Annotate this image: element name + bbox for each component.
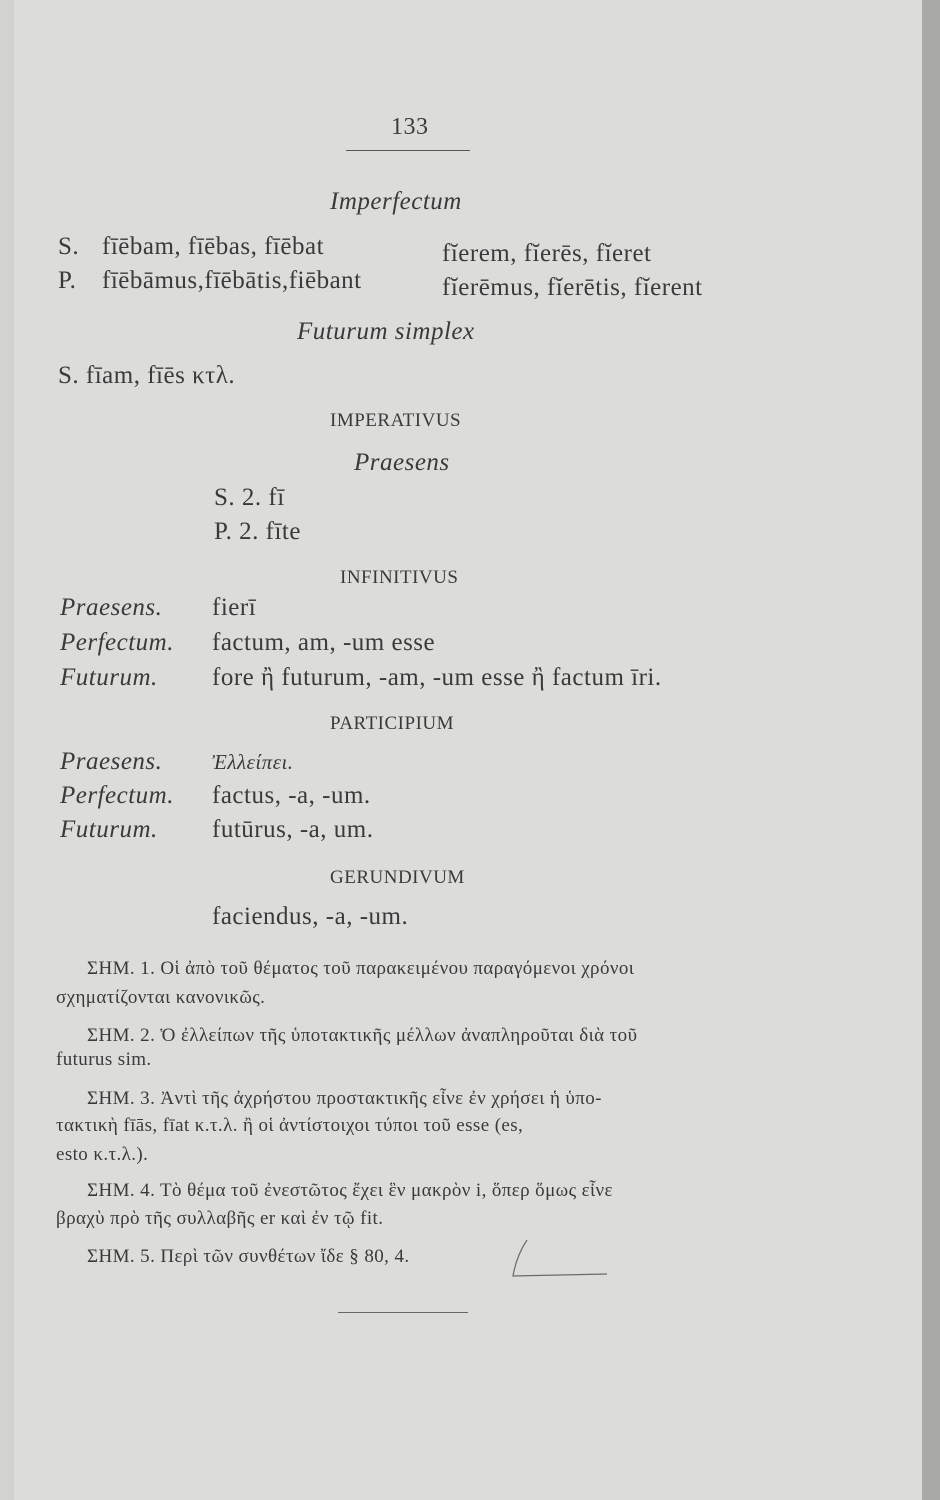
infinitivus-value-futurum: fore ἢ futurum, -am, -um esse ἢ factum īri. xyxy=(212,664,662,691)
infinitivus-label-perfectum: Perfectum. xyxy=(60,629,174,656)
page-shadow xyxy=(0,0,14,1500)
note-1-line-2: σχηματίζονται κανονικῶς. xyxy=(56,987,266,1008)
imperfectum-p-subjunctive: fĭerēmus, fĭerētis, fĭerent xyxy=(442,274,703,301)
futurum-simplex-heading: Futurum simplex xyxy=(297,318,475,345)
note-1-line-1: ΣΗΜ. 1. Οἱ ἀπὸ τοῦ θέματος τοῦ παρακειμένου παραγόμενοι χρόνοι xyxy=(87,958,635,979)
page-number-rule xyxy=(346,150,470,151)
note-3-line-3: esto κ.τ.λ.). xyxy=(56,1144,149,1165)
infinitivus-heading: INFINITIVUS xyxy=(340,567,459,588)
participium-label-praesens: Praesens. xyxy=(60,748,163,775)
infinitivus-value-perfectum: factum, am, -um esse xyxy=(212,629,436,656)
participium-value-praesens: Ἐλλείπει. xyxy=(212,750,294,774)
participium-label-perfectum: Perfectum. xyxy=(60,782,174,809)
note-4-line-2: βραχὺ πρὸ τῆς συλλαβῆς er καὶ ἐν τῷ fit. xyxy=(56,1208,384,1229)
participium-value-perfectum: factus, -a, -um. xyxy=(212,782,371,809)
note-5-line-1: ΣΗΜ. 5. Περὶ τῶν συνθέτων ἴδε § 80, 4. xyxy=(87,1246,410,1267)
note-2-line-1: ΣΗΜ. 2. Ὁ ἐλλείπων τῆς ὑποτακτικῆς μέλλων ἀναπληροῦται διὰ τοῦ xyxy=(87,1025,638,1046)
participium-label-futurum: Futurum. xyxy=(60,816,158,843)
imperativus-heading: IMPERATIVUS xyxy=(330,410,462,431)
note-3-line-1: ΣΗΜ. 3. Ἀντὶ τῆς ἀχρήστου προστακτικῆς εἶνε ἐν χρήσει ἡ ὑπο- xyxy=(87,1088,602,1109)
note-4-line-1: ΣΗΜ. 4. Τὸ θέμα τοῦ ἐνεστῶτος ἔχει ἓν μακρὸν i, ὅπερ ὅμως εἶνε xyxy=(87,1180,613,1201)
participium-heading: PARTICIPIUM xyxy=(330,713,455,734)
imperativus-praesens-heading: Praesens xyxy=(354,449,450,476)
gerundivum-heading: GERUNDIVUM xyxy=(330,867,465,888)
infinitivus-label-praesens: Praesens. xyxy=(60,594,163,621)
imperfectum-p-indicative: fīēbāmus,fīēbātis,fiēbant xyxy=(102,267,362,294)
imperfectum-heading: Imperfectum xyxy=(330,188,462,215)
participium-value-futurum: futūrus, -a, um. xyxy=(212,816,374,843)
pencil-mark xyxy=(505,1236,615,1282)
end-rule xyxy=(338,1312,468,1313)
imperfectum-s-indicative: fīēbam, fīēbas, fīēbat xyxy=(102,233,325,260)
page-number: 133 xyxy=(391,114,429,140)
plural-label: P. xyxy=(58,267,77,294)
singular-label: S. xyxy=(58,233,80,260)
imperativus-plural: P. 2. fīte xyxy=(214,518,301,545)
book-edge xyxy=(922,0,940,1500)
infinitivus-value-praesens: fierī xyxy=(212,594,257,621)
note-2-line-2: futurus sim. xyxy=(56,1049,152,1070)
gerundivum-value: faciendus, -a, -um. xyxy=(212,903,409,930)
imperativus-singular: S. 2. fī xyxy=(214,484,285,511)
note-3-line-2: τακτικὴ fīās, fīat κ.τ.λ. ἢ οἱ ἀντίστοιχοι τύποι τοῦ esse (es, xyxy=(56,1115,524,1136)
imperfectum-s-subjunctive: fĭerem, fĭerēs, fĭeret xyxy=(442,240,652,267)
infinitivus-label-futurum: Futurum. xyxy=(60,664,158,691)
futurum-simplex-line: S. fīam, fīēs κτλ. xyxy=(58,362,236,389)
